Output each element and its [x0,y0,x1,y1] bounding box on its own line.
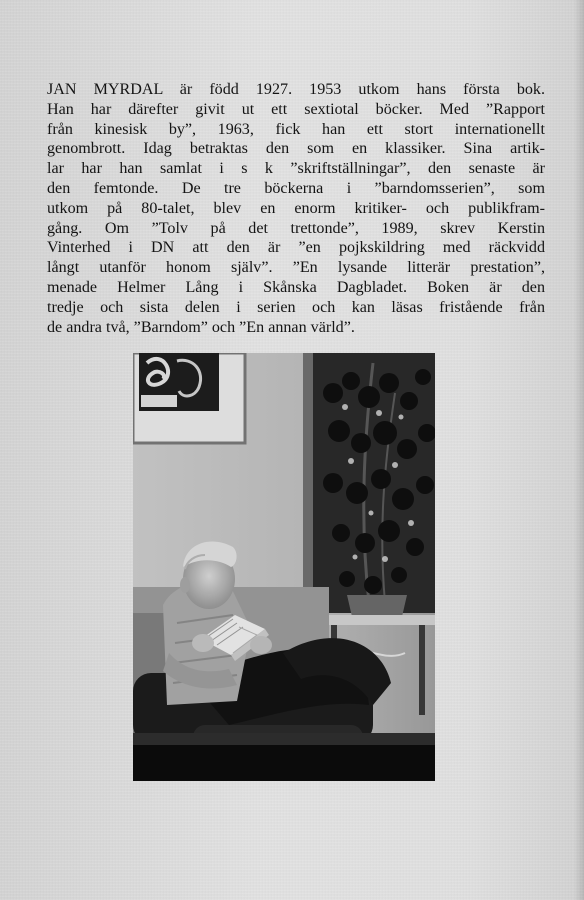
blurb-line: den femtonde. De tre böckerna i ”barndomsserien”, som [47,179,545,197]
blurb-line: genombrott. Idag betraktas den som en klassiker. Sina artik- [47,140,545,158]
blurb-line: lar har han samlat i s k ”skriftställningar”, den senaste är [47,160,545,178]
cover-edge-shadow [574,0,584,900]
blurb-line: de andra två, ”Barndom” och ”En annan värld”. [47,318,355,336]
blurb-line: gång. Om ”Tolv på det trettonde”, 1989, skrev Kerstin [47,219,545,237]
blurb-line: menade Helmer Lång i Skånska Dagbladet. Boken är den [47,278,545,296]
blurb-line: långt utanför honom själv”. ”En lysande litterär prestation”, [47,259,545,277]
blurb-line: Vinterhed i DN att den är ”en pojkskildring med räckvidd [47,239,545,257]
author-blurb [47,80,545,337]
blurb-line: från kinesisk by”, 1963, fick han ett stort internationellt [47,120,545,138]
blurb-line: tredje och sista delen i serien och kan läsas fristående från [47,298,545,316]
blurb-line: JAN MYRDAL är född 1927. 1953 utkom hans första bok. [47,81,545,98]
blurb-line: Han har därefter givit ut ett sextiotal böcker. Med ”Rapport [47,100,545,118]
blurb-line: utkom på 80-talet, blev en enorm kritiker- och publikfram- [47,199,545,217]
boy-reading-book-photo [133,353,435,781]
